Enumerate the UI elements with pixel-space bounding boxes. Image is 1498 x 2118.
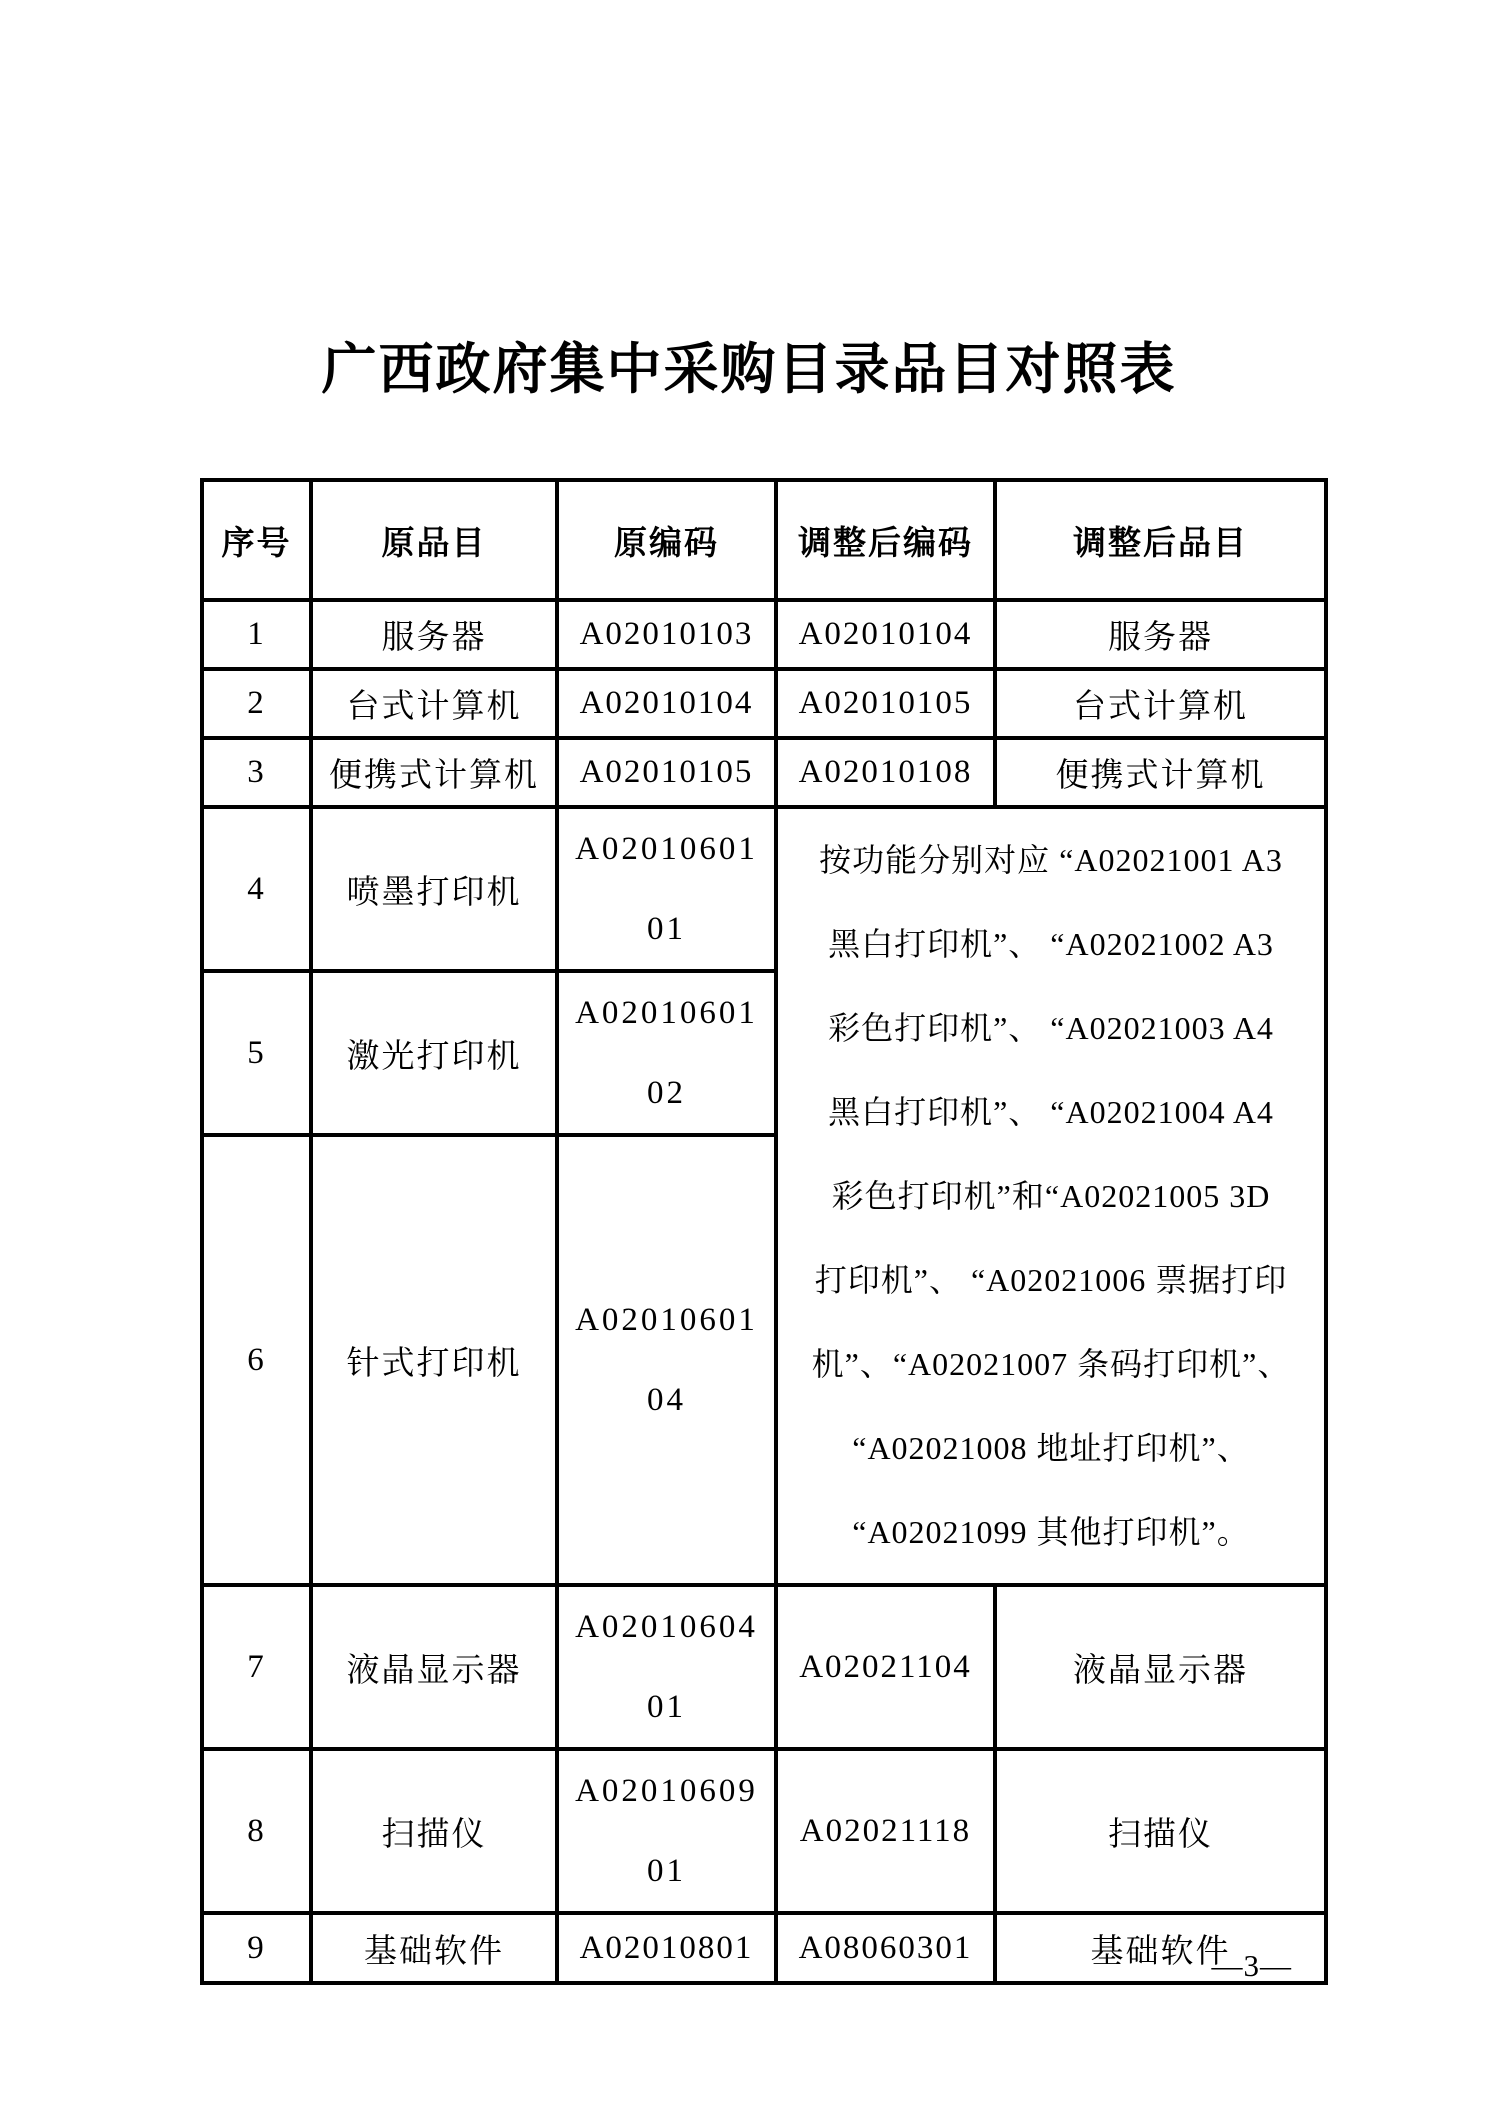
table-row (202, 738, 1326, 807)
cell-new-code: A02010108 (776, 738, 995, 807)
cell-orig-item: 服务器 (311, 600, 557, 669)
cell-orig-code: A02010801 (557, 1913, 776, 1983)
cell-new-item: 扫描仪 (995, 1749, 1326, 1913)
header-no: 序号 (202, 480, 311, 600)
note-line: 彩色打印机”和“A02021005 3D (831, 1178, 1271, 1214)
code-line: 01 (647, 1853, 686, 1889)
cell-orig-code (557, 1135, 776, 1585)
note-line: 黑白打印机”、 “A02021004 A4 (828, 1094, 1274, 1130)
cell-orig-item: 液晶显示器 (311, 1585, 557, 1749)
code-line: 02 (647, 1075, 686, 1111)
cell-no: 1 (202, 600, 311, 669)
cell-orig-code: A02010104 (557, 669, 776, 738)
cell-new-code: A08060301 (776, 1913, 995, 1983)
header-new-item: 调整后品目 (995, 480, 1326, 600)
header-orig-item: 原品目 (311, 480, 557, 600)
cell-no: 4 (202, 807, 311, 971)
note-line: 彩色打印机”、 “A02021003 A4 (828, 1010, 1274, 1046)
cell-orig-code (557, 1585, 776, 1749)
cell-no: 5 (202, 971, 311, 1135)
cell-new-code: A02010104 (776, 600, 995, 669)
table-row (202, 600, 1326, 669)
code-line: A02010601 (575, 831, 758, 867)
code-line: A02010601 (575, 995, 758, 1031)
table-row (202, 1749, 1326, 1913)
cell-orig-code (557, 1749, 776, 1913)
cell-orig-item: 激光打印机 (311, 971, 557, 1135)
header-new-code: 调整后编码 (776, 480, 995, 600)
code-line: A02010604 (575, 1609, 758, 1645)
table-row (202, 1585, 1326, 1749)
cell-orig-item: 扫描仪 (311, 1749, 557, 1913)
cell-new-item: 液晶显示器 (995, 1585, 1326, 1749)
note-line: 黑白打印机”、 “A02021002 A3 (828, 926, 1274, 962)
table-row (202, 669, 1326, 738)
table-header-row (202, 480, 1326, 600)
cell-no: 9 (202, 1913, 311, 1983)
cell-new-item: 台式计算机 (995, 669, 1326, 738)
code-line: 01 (647, 911, 686, 947)
cell-orig-item: 基础软件 (311, 1913, 557, 1983)
cell-new-item: 基础软件 (995, 1913, 1326, 1983)
note-line: 打印机”、 “A02021006 票据打印 (814, 1262, 1288, 1298)
header-orig-code: 原编码 (557, 480, 776, 600)
comparison-table (200, 478, 1328, 1985)
note-line: “A02021008 地址打印机”、 (852, 1430, 1250, 1466)
cell-orig-code: A02010105 (557, 738, 776, 807)
cell-no: 2 (202, 669, 311, 738)
note-line: 按功能分别对应 “A02021001 A3 (819, 842, 1283, 878)
note-line: 机”、“A02021007 条码打印机”、 (811, 1346, 1291, 1382)
cell-new-code: A02021104 (776, 1585, 995, 1749)
cell-no: 3 (202, 738, 311, 807)
cell-orig-item: 喷墨打印机 (311, 807, 557, 971)
table-row (202, 807, 1326, 971)
page-number: —3— (1211, 1948, 1292, 1983)
cell-orig-item: 台式计算机 (311, 669, 557, 738)
cell-no: 6 (202, 1135, 311, 1585)
cell-no: 8 (202, 1749, 311, 1913)
page-title: 广西政府集中采购目录品目对照表 (321, 339, 1177, 400)
note-line: “A02021099 其他打印机”。 (852, 1514, 1250, 1550)
cell-new-item: 服务器 (995, 600, 1326, 669)
cell-orig-code (557, 971, 776, 1135)
cell-orig-item: 便携式计算机 (311, 738, 557, 807)
code-line: A02010601 (575, 1302, 758, 1338)
cell-new-item: 便携式计算机 (995, 738, 1326, 807)
code-line: 01 (647, 1689, 686, 1725)
code-line: 04 (647, 1382, 686, 1418)
cell-no: 7 (202, 1585, 311, 1749)
cell-new-code: A02021118 (776, 1749, 995, 1913)
cell-orig-code: A02010103 (557, 600, 776, 669)
cell-orig-item: 针式打印机 (311, 1135, 557, 1585)
merged-note-cell (776, 807, 1326, 1585)
code-line: A02010609 (575, 1773, 758, 1809)
cell-orig-code (557, 807, 776, 971)
table-row (202, 1913, 1326, 1983)
cell-new-code: A02010105 (776, 669, 995, 738)
